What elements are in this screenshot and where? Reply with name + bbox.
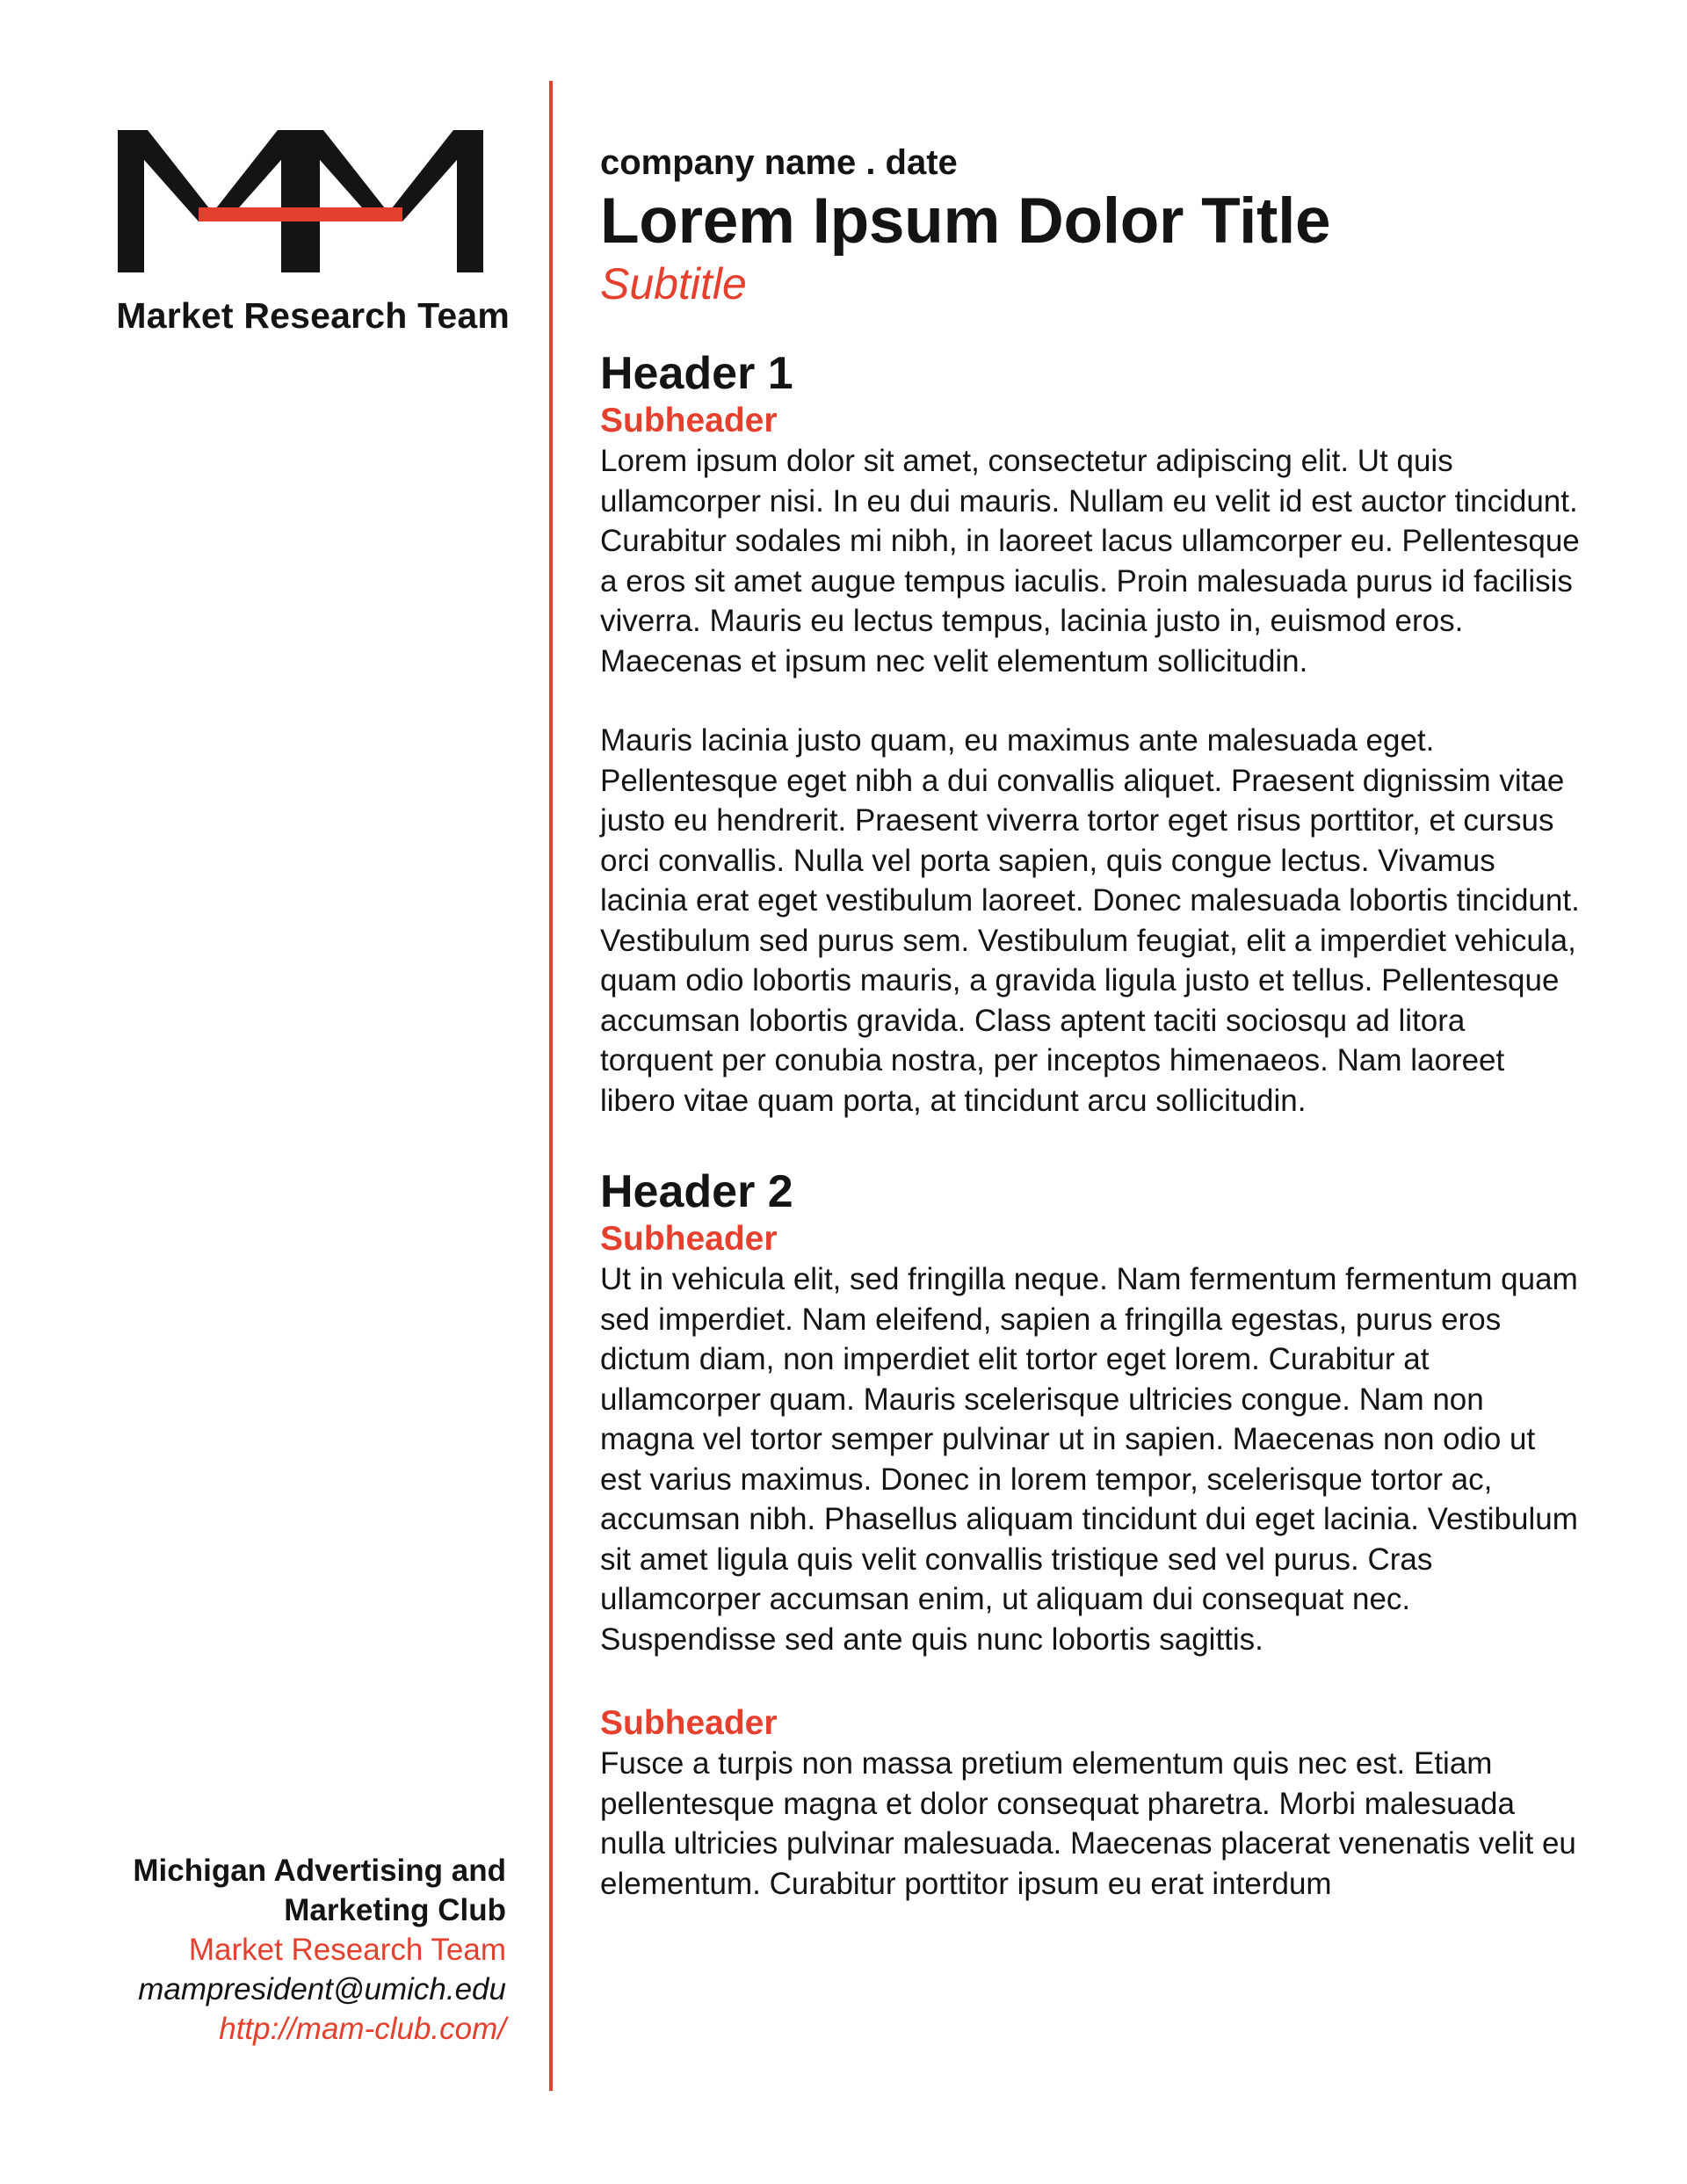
section-1 (600, 346, 1584, 1121)
paragraph: Fusce a turpis non massa pretium elementum quis nec est. Etiam pellentesque magna et dolor consequat pharetra. Morbi malesuada nulla ultricies pulvinar malesuada. Maecenas placerat venenatis velit eu elementum. Curabitur porttitor ipsum eu erat interdum (600, 1746, 1576, 1901)
section-header: Header 1 (600, 348, 793, 399)
company-date-line: company name . date (600, 143, 958, 182)
section-2 (600, 1165, 1584, 1659)
section-header: Header 2 (600, 1166, 793, 1217)
paragraph: Ut in vehicula elit, sed fringilla neque. Nam fermentum fermentum quam sed imperdiet. Nam eleifend, sapien a fringilla egestas, purus eros dictum diam, non imperdiet elit tortor eget lorem. Curabitur at ullamcorper quam. Mauris scelerisque ultricies congue. Nam non magna vel tortor semper pulvinar ut in sapien. Maecenas non odio ut est varius maximus. Donec in lorem tempor, scelerisque tortor ac, accumsan nibh. Phasellus aliquam tincidunt dui eget lacinia. Vestibulum sit amet ligula quis velit convallis tristique sed vel purus. Cras ullamcorper accumsan enim, ut aliquam dui consequat nec. Suspendisse sed ante quis nunc lobortis sagittis. (600, 1262, 1578, 1657)
contact-team: Market Research Team (188, 1933, 506, 1967)
vertical-divider (549, 81, 553, 2091)
mam-logo (118, 130, 483, 272)
section-subheader: Subheader (600, 402, 778, 439)
paragraph: Lorem ipsum dolor sit amet, consectetur adipiscing elit. Ut quis ullamcorper nisi. In eu dui mauris. Nullam eu velit id est auctor tincidunt. Curabitur sodales mi nibh, in laoreet lacus ullamcorper eu. Pellentesque a eros sit amet augue tempus iaculis. Proin malesuada purus id facilisis viverra. Mauris eu lectus tempus, lacinia justo in, euismod eros. Maecenas et ipsum nec velit elementum sollicitudin. (600, 444, 1580, 678)
contact-block (14, 1851, 506, 2049)
section-subheader: Subheader (600, 1704, 778, 1742)
section-3 (600, 1703, 1584, 1904)
section-subheader: Subheader (600, 1220, 778, 1258)
paragraph: Mauris lacinia justo quam, eu maximus ante malesuada eget. Pellentesque eget nibh a dui convallis aliquet. Praesent dignissim vitae justo eu hendrerit. Praesent viverra tortor eget risus porttitor, et cursus orci convallis. Nulla vel porta sapien, quis congue lectus. Vivamus lacinia erat eget vestibulum laoreet. Donec malesuada lobortis tincidunt. Vestibulum sed purus sem. Vestibulum feugiat, elit a imperdiet vehicula, quam odio lobortis mauris, a gravida ligula justo et tellus. Pellentesque accumsan lobortis gravida. Class aptent taciti sociosqu ad litora torquent per conubia nostra, per inceptos himenaeos. Nam laoreet libero vitae quam porta, at tincidunt arcu sollicitudin. (600, 723, 1580, 1118)
document-subtitle: Subtitle (600, 259, 747, 308)
contact-email-link[interactable]: mampresident@umich.edu (138, 1972, 506, 2006)
contact-org-line2: Marketing Club (284, 1893, 506, 1927)
contact-website-link[interactable]: http://mam-club.com/ (219, 2012, 506, 2046)
contact-org-line1: Michigan Advertising and (133, 1854, 506, 1888)
brand-team-name: Market Research Team (116, 295, 510, 336)
document-body (600, 141, 1584, 1904)
document-title: Lorem Ipsum Dolor Title (600, 185, 1331, 257)
